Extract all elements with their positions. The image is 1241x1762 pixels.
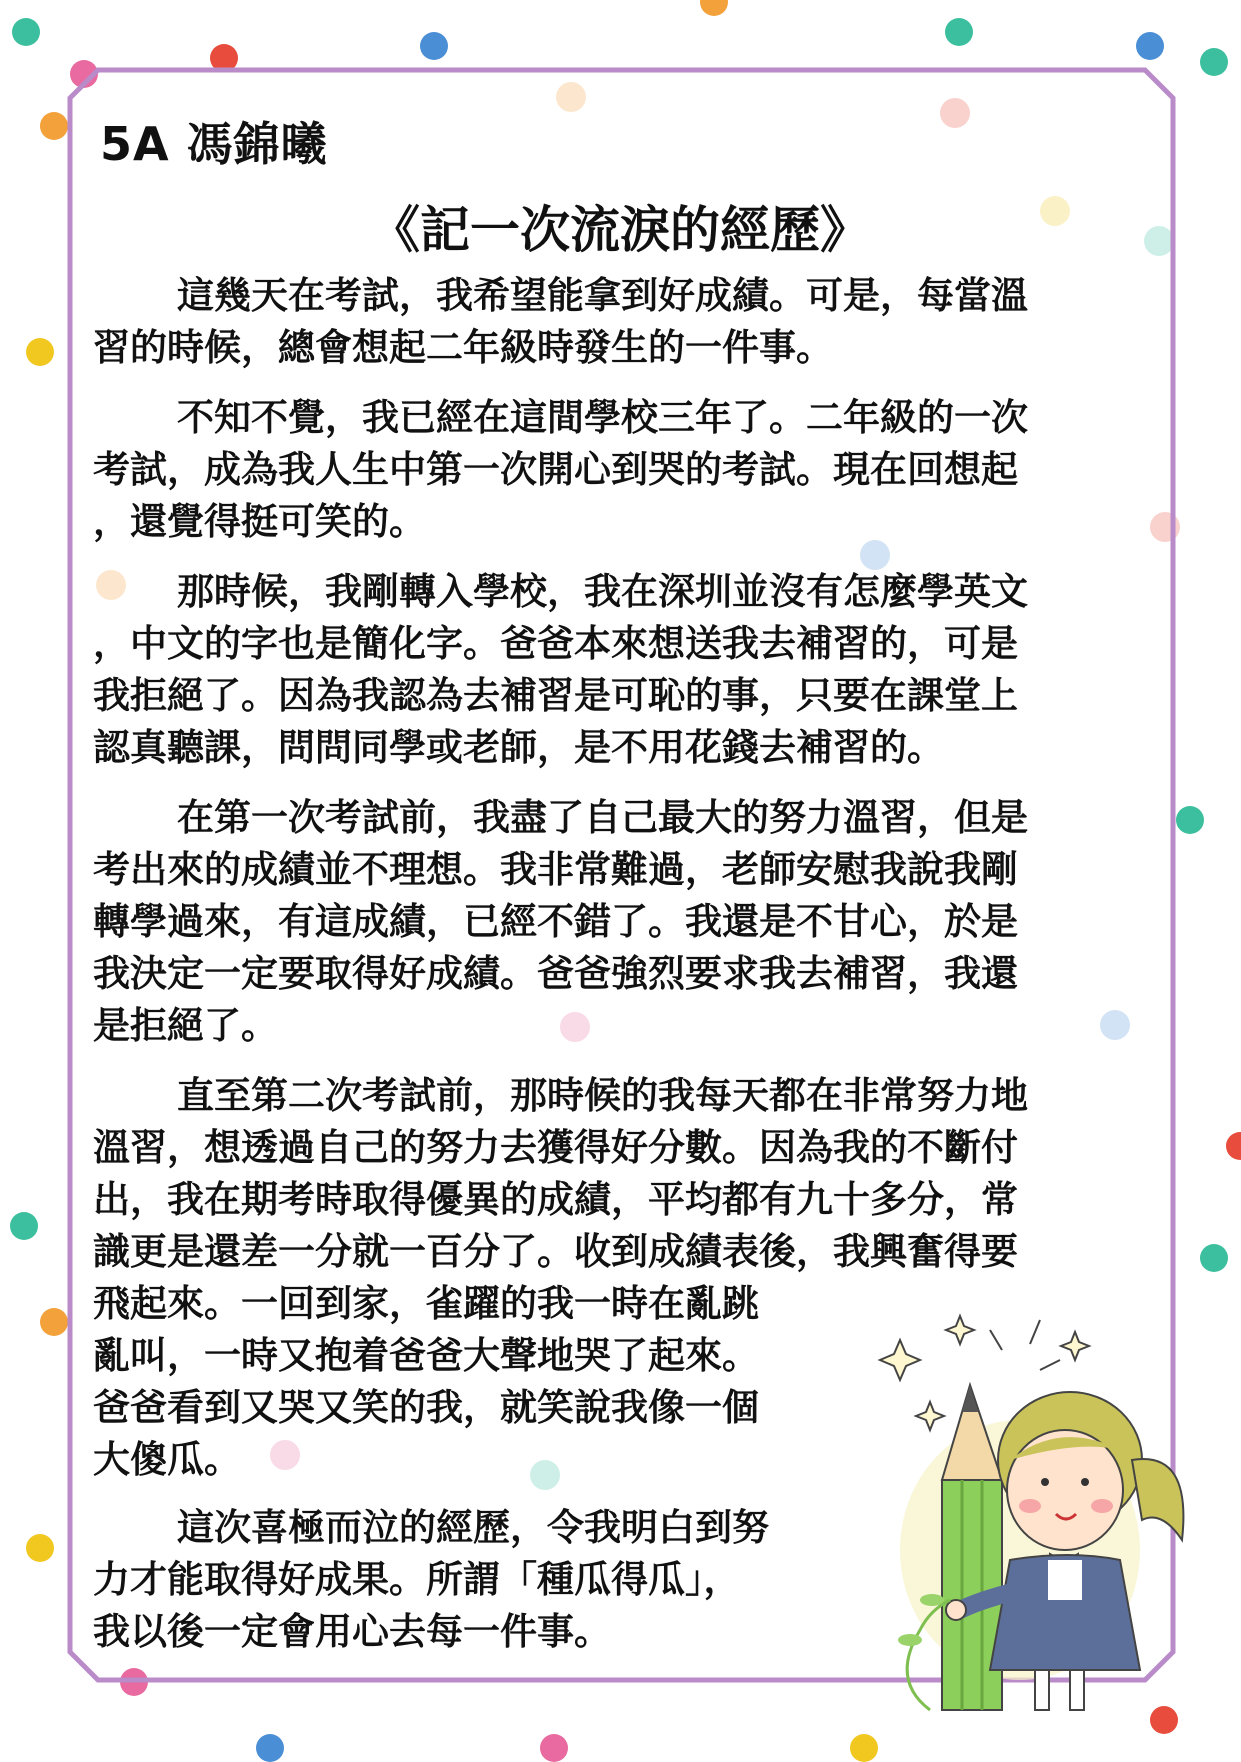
paragraph-4 <box>93 792 1133 1052</box>
text-line: 直至第二次考試前，那時候的我每天都在非常努力地 <box>177 1074 1028 1117</box>
text-line: 考出來的成績並不理想。我非常難過，老師安慰我說我剛 <box>93 848 1018 891</box>
text-line: ，還覺得挺可笑的。 <box>93 500 426 543</box>
text-line: 出，我在期考時取得優異的成績，平均都有九十多分，常 <box>93 1178 1018 1221</box>
text-line: 識更是還差一分就一百分了。收到成績表後，我興奮得要 <box>93 1230 1018 1273</box>
text-line: 我決定一定要取得好成績。爸爸強烈要求我去補習，我還 <box>93 952 1018 995</box>
text-line: 力才能取得好成果。所謂「種瓜得瓜」， <box>93 1558 741 1601</box>
essay-title: 《記一次流淚的經歷》 <box>370 201 870 259</box>
text-line: 我拒絕了。因為我認為去補習是可恥的事，只要在課堂上 <box>93 674 1018 717</box>
paragraph-2 <box>93 392 1133 548</box>
text-line: 習的時候，總會想起二年級時發生的一件事。 <box>93 326 833 369</box>
paragraph-1 <box>93 270 1133 374</box>
text-line: 不知不覺，我已經在這間學校三年了。二年級的一次 <box>177 396 1028 439</box>
text-line: 認真聽課，問問同學或老師，是不用花錢去補習的。 <box>93 726 944 769</box>
text-line: 溫習，想透過自己的努力去獲得好分數。因為我的不斷付 <box>93 1126 1018 1169</box>
text-line: ，中文的字也是簡化字。爸爸本來想送我去補習的，可是 <box>93 622 1018 665</box>
text-line: 轉學過來，有這成績，已經不錯了。我還是不甘心，於是 <box>93 900 1018 943</box>
text-line: 在第一次考試前，我盡了自己最大的努力溫習，但是 <box>177 796 1028 839</box>
author-name: 5A 馮錦曦 <box>100 117 328 171</box>
text-line: 大傻瓜。 <box>93 1438 241 1481</box>
girl-hugging-pencil-icon <box>870 1310 1230 1720</box>
text-line: 爸爸看到又哭又笑的我，就笑說我像一個 <box>93 1386 759 1429</box>
text-line: 考試，成為我人生中第一次開心到哭的考試。現在回想起 <box>93 448 1018 491</box>
text-line: 這幾天在考試，我希望能拿到好成績。可是，每當溫 <box>177 274 1028 317</box>
text-line: 我以後一定會用心去每一件事。 <box>93 1610 611 1653</box>
text-line: 是拒絕了。 <box>93 1004 278 1047</box>
text-line: 這次喜極而泣的經歷，令我明白到努 <box>177 1506 769 1549</box>
paragraph-3 <box>93 566 1133 774</box>
text-line: 飛起來。一回到家，雀躍的我一時在亂跳 <box>93 1282 759 1325</box>
text-line: 亂叫，一時又抱着爸爸大聲地哭了起來。 <box>93 1334 759 1377</box>
text-line: 那時候，我剛轉入學校，我在深圳並沒有怎麼學英文 <box>177 570 1028 613</box>
